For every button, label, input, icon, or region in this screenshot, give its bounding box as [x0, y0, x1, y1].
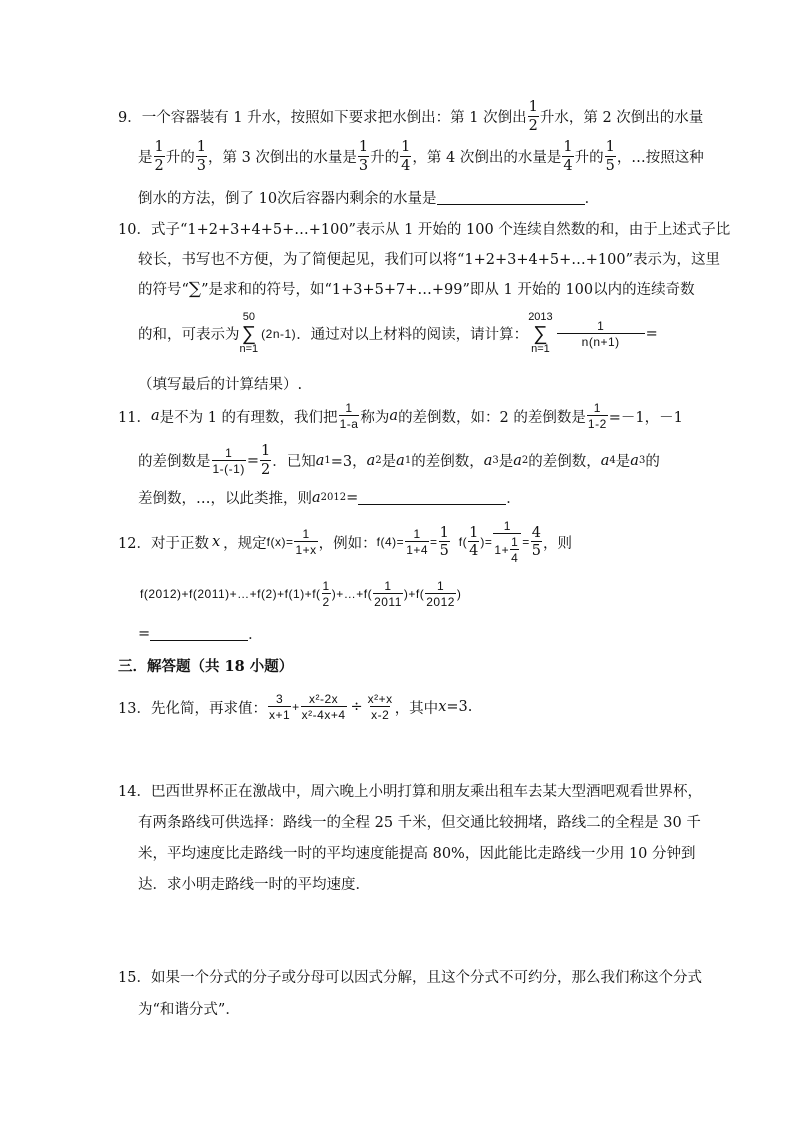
q10-line-3: 的符号“ ∑ ”是求和的符号，如“1+3+5+7+…+99”即从 1 开始的 100以内的连续奇数: [138, 278, 695, 299]
fraction: 1 4: [401, 139, 411, 174]
fraction: 1 4: [469, 524, 479, 559]
q10-line-4: 的和，可表示为 50 ∑ n=1 (2n-1) ．通过对以上材料的阅读，请计算： 2013 ∑ n=1 $\frac{1}{n(n+1)}$ =: [138, 311, 658, 355]
q11-line-2: 的差倒数是 $\frac{1}{1-(-1)}$ = $\frac{1}{2}$ ．已知 a 1 =3， a 2 是 a 1 的差倒数， a 3 是 a 2 的差倒数， a 4 是 a 3 的: [138, 443, 660, 478]
q9-text: 9．一个容器装有 1 升水，按照如下要求把水倒出：第 1 次倒出: [118, 110, 527, 126]
q9-line-2: 是 1 2 升的 1 3 ，第 3 次倒出的水量是 1 3 升的 1 4 ，第 4 次倒出的水量是 1 4 升的 1 5 ，…按照这种: [138, 139, 704, 174]
q10-line-2: 较长，书写也不方便，为了简便起见，我们可以将“1+2+3+4+5+…+100”表示为，这里: [138, 252, 721, 268]
fraction: 3 x+1: [268, 692, 291, 722]
q14-line-1: 14．巴西世界杯正在激战中，周六晚上小明打算和朋友乘出租车去某大型酒吧观看世界杯，: [118, 784, 702, 800]
fraction: $\frac{1}{1+x}$: [295, 527, 317, 557]
fraction: $\frac{1}{2}$: [261, 443, 271, 478]
fraction: 1 2: [322, 579, 330, 609]
q14-line-2: 有两条路线可供选择：路线一的全程 25 千米，但交通比较拥堵，路线二的全程是 30 千: [138, 815, 701, 831]
answer-blank[interactable]: [150, 626, 248, 641]
fraction: $\frac{4}{5}$: [531, 524, 542, 559]
fraction: 1 1-a: [339, 401, 359, 431]
q13-line-1: 13．先化简，再求值： 3 x+1 + $\frac{\text{x²-2x}}{\text{x²-4x+4}}$ ÷ $\frac{\text{x²+x}}{x-2}$ ，其中 x =3.: [118, 692, 473, 722]
summation: 50 ∑ n=1: [239, 311, 259, 355]
q11-line-1: 11． a 是不为 1 的有理数，我们把 1 1-a 称为 a 的差倒数，如：2 的差倒数是 $\frac{1}{1-2}$ =－1，－1: [118, 401, 683, 431]
q14-line-3: 米，平均速度比走路线一时的平均速度能提高 80%，因此能比走路线一少用 10 分钟到: [138, 846, 696, 862]
fraction: 1 1+ $\frac{1}{4}$: [493, 520, 521, 564]
q10-line-5: （填写最后的计算结果）.: [138, 377, 303, 393]
fraction: 1 2: [528, 99, 538, 134]
fraction: $\frac{1}{n(n+1)}$: [557, 320, 645, 348]
fraction: $\frac{\text{x²+x}}{x-2}$: [367, 692, 393, 722]
answer-blank[interactable]: [437, 190, 585, 205]
q10-line-1: 10．式子“1+2+3+4+5+…+100”表示从 1 开始的 100 个连续自然数的和，由于上述式子比: [118, 222, 731, 238]
fraction: $\frac{1}{1-2}$: [587, 401, 607, 431]
q15-line-1: 15．如果一个分式的分子或分母可以因式分解，且这个分式不可约分，那么我们称这个分式: [118, 970, 702, 986]
q12-line-3: = ．: [138, 625, 263, 643]
q12-line-1: 12．对于正数 x ，规定 f(x)= $\frac{1}{1+x}$ ，例如： f(4)= $\frac{1}{1+4}$ = $\frac{1}{5}$ f( 1 4 )= 1 1+ $\frac{1}{4}$ = $\frac{4}{5}$ ，则: [118, 519, 573, 565]
fraction: 1 3: [358, 139, 369, 174]
q11-line-3: 差倒数，…，以此类推，则 a 2012 = ．: [138, 489, 521, 507]
q15-line-2: 为“和谐分式”．: [138, 1002, 240, 1018]
sigma-symbol: ∑: [188, 278, 202, 299]
fraction: 1 5: [605, 139, 615, 174]
fraction: $\frac{1}{5}$: [439, 524, 449, 559]
q9-text: 升水，第 2 次倒出的水量: [539, 110, 704, 126]
q14-line-4: 达．求小明走路线一时的平均速度．: [138, 877, 370, 893]
fraction: $\frac{1}{1-(-1)}$: [212, 445, 245, 476]
fraction: $\frac{1}{1+4}$: [406, 527, 429, 557]
fraction: $\frac{\text{x²-2x}}{\text{x²-4x+4}}$: [301, 692, 346, 722]
q9-line-3: 倒水的方法，倒了 10次后容器内剩余的水量是 ．: [138, 191, 600, 207]
fraction: 1 2: [154, 139, 164, 174]
fraction: 1 3: [196, 139, 206, 174]
fraction: 1 2012: [426, 579, 455, 609]
fraction: 1 4: [563, 139, 573, 174]
q9-line-1: [118, 100, 703, 133]
fraction: 1 2011: [374, 579, 402, 609]
q12-line-2: f(2012)+f(2011)+…+f(2)+f(1)+f( 1 2 )+…+f( 1 2011 )+f( 1 2012 ): [140, 579, 462, 609]
answer-blank[interactable]: [358, 490, 506, 505]
section-heading: 三．解答题（共 18 小题）: [118, 658, 294, 675]
summation: 2013 ∑ n=1: [528, 311, 553, 355]
